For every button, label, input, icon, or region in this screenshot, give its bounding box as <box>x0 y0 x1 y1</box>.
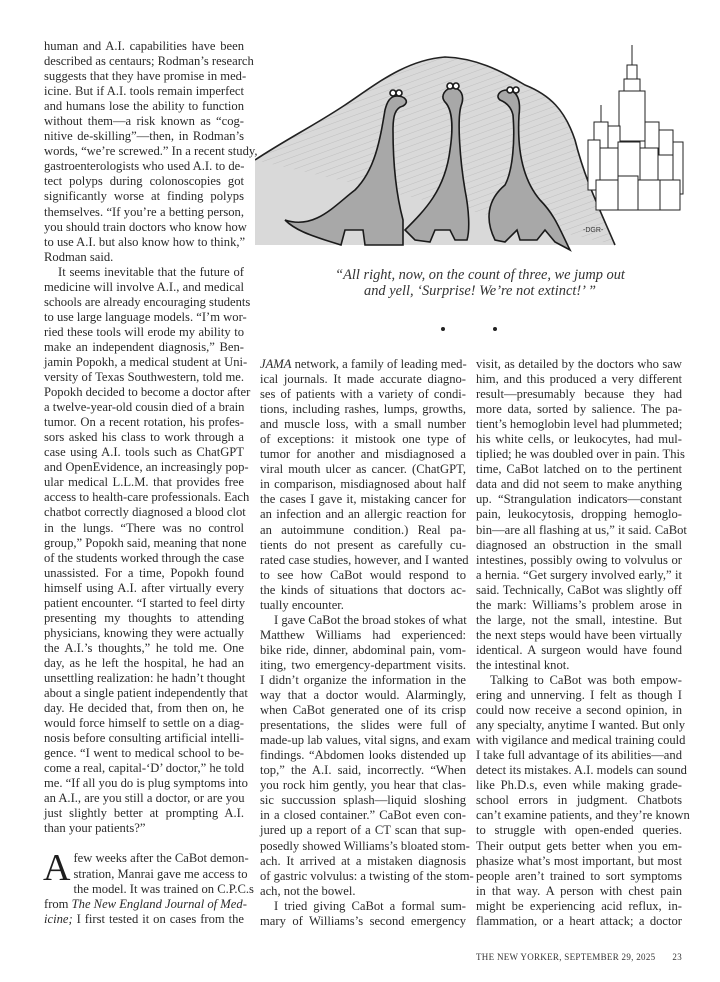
text-line: Their output gets better when you em- <box>476 838 682 853</box>
text-line: made-up lab values, vital signs, and exam <box>260 733 471 748</box>
text-line: to struggle with open-ended queries. <box>476 823 682 838</box>
text-line: just slightly better at prompting A.I. <box>44 806 244 821</box>
text-line: top,” the A.I. said, incorrectly. “When <box>260 763 466 778</box>
text-line: few weeks after the CaBot demon- <box>73 851 249 866</box>
text-line: more data, sorted by salience. The pa- <box>476 402 682 417</box>
text-line: phasize what’s most important, but most <box>476 853 682 868</box>
text-line: unassisted. For a time, Popokh found <box>44 565 244 580</box>
text-line: I didn’t organize the information in the <box>260 672 466 687</box>
section-break-dot <box>441 327 445 331</box>
text-line: like Ph.D.s, even while making grade- <box>476 778 682 793</box>
article-column-middle <box>260 357 474 929</box>
text-line: the A.I.’s thoughts,” he told me. One <box>44 640 244 655</box>
text-line: an autoimmune condition.) Real pa- <box>260 522 466 537</box>
text-line: result—presumably because they had <box>476 387 682 402</box>
text-line: the mark: Williams’s problem arose in <box>476 597 682 612</box>
text-line: case using A.I. tools such as ChatGPT <box>44 445 244 460</box>
page-footer <box>476 952 682 962</box>
text-line: jamin Popokh, a medical student at Uni- <box>44 354 248 369</box>
text-line: day, as he left the hospital, he had an <box>44 655 244 670</box>
text-line: medicine will involve A.I., and medical <box>44 279 244 294</box>
text-line: from The New England Journal of Med- <box>44 896 247 911</box>
text-line: group,” Popokh said, meaning that none <box>44 535 247 550</box>
text-line: I gave CaBot the broad stokes of what <box>274 612 467 627</box>
left-column-text <box>44 39 258 836</box>
text-line: tect polyps during colonoscopies got <box>44 174 244 189</box>
journal-title: JAMA <box>260 357 292 371</box>
text-line: visit, as detailed by the doctors who saw <box>476 357 682 371</box>
text-line: icine. But if A.I. tools remain imperfect <box>44 84 244 99</box>
text-line: access to health-care professionals. Each <box>44 490 250 505</box>
text-line: time, CaBot latched on to the pertinent <box>476 462 682 477</box>
text-line: of the students worked through the case <box>44 550 245 565</box>
text-line: bike ride, dinner, abdominal pain, vom- <box>260 642 466 657</box>
text-line: about a single patient independently that <box>44 686 248 701</box>
text-line: pain, leukocytosis, dropping hemoglo- <box>476 507 682 522</box>
text-line: way that a doctor would. Alarmingly, <box>260 688 466 703</box>
text-line: me. “If all you do is plug symptoms into <box>44 776 248 791</box>
journal-title: icine; <box>44 911 73 926</box>
text-line: tually encounter. <box>260 597 344 612</box>
text-line: words, “we’re screwed.” In a recent study, <box>44 144 258 159</box>
publication-line: THE NEW YORKER, SEPTEMBER 29, 2025 <box>476 952 656 962</box>
text-line: said. Technically, CaBot was slightly off <box>476 582 682 597</box>
right-column-text <box>476 357 690 929</box>
text-line: of gastric volvulus: a twisting of the stom- <box>260 868 474 883</box>
page-number: 23 <box>672 952 682 962</box>
dinosaur-cartoon-drawing <box>255 30 700 260</box>
text-line: tient’s hemoglobin level had plummeted; <box>476 417 683 432</box>
text-line: Rodman said. <box>44 249 114 264</box>
text-line: tiplied; he was doubled over in pain. This <box>476 447 685 462</box>
text-line: an infection and an allergic reaction for <box>260 507 466 522</box>
text-line: nitive de-skilling”—then, in Rodman’s <box>44 129 244 144</box>
text-line: chatbot correctly diagnosed a blood clot <box>44 505 246 520</box>
text-line: schools are already encouraging students <box>44 294 251 309</box>
text-line: to use A.I. but also know how to think,” <box>44 234 246 249</box>
caption-line-1: “All right, now, on the count of three, we jump out <box>335 267 625 283</box>
text-line: ach, not the bowel. <box>260 883 356 898</box>
text-line: tumor for another and misdiagnosed a <box>260 447 466 462</box>
text-line: data and did not seem to make anything <box>476 477 682 492</box>
text-line: the cases I gave it, mistaking cancer for <box>260 492 466 507</box>
text-line: bin—are all flashing at us,” it said. CaBot <box>476 522 687 537</box>
text-line: presentations, the slides were full of <box>260 718 466 733</box>
text-line: nosis before consulting artificial intelli- <box>44 731 244 746</box>
cartoon-illustration <box>255 30 700 260</box>
text-line: suggests that they have promise in med- <box>44 69 247 84</box>
text-line: presenting my thoughts to attending <box>44 610 244 625</box>
cartoon-signature: -DGR- <box>583 227 604 234</box>
text-line: themselves. “If you’re a betting person, <box>44 204 244 219</box>
article-column-right <box>476 357 690 929</box>
text-line: icine; I first tested it on cases from the <box>44 911 244 926</box>
drop-cap: A <box>43 847 71 890</box>
text-line: Popokh decided to become a doctor after <box>44 385 251 400</box>
caption-line-2: and yell, ‘Surprise! We’re not extinct!’ ” <box>364 283 596 299</box>
text-line: you rock him gently, you hear that clas- <box>260 778 466 793</box>
text-line: jured up a report of a CT scan that sup- <box>260 823 466 838</box>
text-line: might be experiencing acid reflux, in- <box>476 898 682 913</box>
text-line: and OpenEvidence, an increasingly pop- <box>44 460 249 475</box>
text-line: rated case studies, however, and I wanted <box>260 552 469 567</box>
text-line: come a real, capital-‘D’ doctor,” he told <box>44 761 244 776</box>
text-line: tumor. On a recent rotation, his profes- <box>44 415 244 430</box>
text-line: flammation, or a heart attack; a doctor <box>476 913 682 928</box>
text-line: I tried giving CaBot a formal sum- <box>274 898 466 913</box>
text-line: posedly showed Williams’s bloated stom- <box>260 838 470 853</box>
text-line: tions, including rashes, lumps, growths, <box>260 402 466 417</box>
text-line: the next steps would have been virtually <box>476 627 682 642</box>
section-break-dot <box>493 327 497 331</box>
text-line: stration, Manrai gave me access to <box>73 866 248 881</box>
text-line: iting, two emergency-department visits. <box>260 657 466 672</box>
text-line: ses of patients with a variety of condi- <box>260 387 466 402</box>
text-line: Matthew Williams had experienced: <box>260 627 466 642</box>
text-line: an A.I., are you still a doctor, or are you <box>44 791 245 806</box>
text-line: the kinds of situations that doctors ac- <box>260 582 466 597</box>
middle-column-text <box>260 357 474 929</box>
text-line: Talking to CaBot was both empow- <box>490 672 682 687</box>
text-line: described as centaurs; Rodman’s research <box>44 54 254 69</box>
text-line: the large, not the small, intestine. But <box>476 612 682 627</box>
text-line: It seems inevitable that the future of <box>58 264 244 279</box>
text-line: ering and unnerving. I felt as though I <box>476 688 682 703</box>
text-line: significantly worse at finding polyps <box>44 189 244 204</box>
text-line: JAMA network, a family of leading med- <box>260 357 467 371</box>
text-line: sic succussion splash—liquid sloshing <box>260 793 466 808</box>
text-line: in a closed container.” CaBot even con- <box>260 808 466 823</box>
text-line: tients do not present as carefully cu- <box>260 537 466 552</box>
text-line: him, and this produced a very different <box>476 372 682 387</box>
text-line: intestines, possibly owing to volvulus or <box>476 552 682 567</box>
text-line: unsettling realization: he hadn’t thought <box>44 670 246 685</box>
text-line: in comparison, misdiagnosed about half <box>260 477 466 492</box>
text-line: and humans lose the ability to function <box>44 99 244 114</box>
text-line: and muscle loss, with a small number <box>260 417 466 432</box>
text-line: than your patients?” <box>44 821 146 836</box>
text-line: of exceptions: it mistook one type of <box>260 432 466 447</box>
text-line: a hernia. “Get surgery involved early,” it <box>476 567 682 582</box>
text-line: would force himself to settle on a diag- <box>44 716 244 731</box>
text-line: ried these tools will erode my ability to <box>44 324 244 339</box>
text-line: gence. “I went to medical school to be- <box>44 746 244 761</box>
text-line: human and A.I. capabilities have been <box>44 39 244 53</box>
text-line: himself using A.I. after virtually every <box>44 580 244 595</box>
text-line: in the lungs. “There was no control <box>44 520 244 535</box>
text-line: findings. “Abdomen looks distended up <box>260 748 466 763</box>
text-line: people aren’t trained to sort symptoms <box>476 868 682 883</box>
text-line: could now receive a second opinion, in <box>476 703 682 718</box>
text-line: I take full advantage of its abilities—and <box>476 748 682 763</box>
text-line: ach. It arrived at a mistaken diagnosis <box>260 853 466 868</box>
article-column-left <box>43 39 258 927</box>
cartoon-caption <box>270 267 690 299</box>
text-line: school errors in judgment. Chatbots <box>476 793 682 808</box>
text-line: identical. A surgeon would have found <box>476 642 682 657</box>
text-line: without them—a risk known as “cog- <box>44 114 244 129</box>
text-line: ular medical L.L.M. that provides free <box>44 475 244 490</box>
text-line: versity of Texas Southwestern, told me. <box>44 370 244 385</box>
text-line: with vigilance and medical training could <box>476 733 686 748</box>
text-line: detect its mistakes. A.I. models can sound <box>476 763 687 778</box>
text-line: up. “Strangulation indicators—constant <box>476 492 682 507</box>
text-line: mary of Williams’s second emergency <box>260 913 466 928</box>
text-line: physicians, knowing they were actually <box>44 625 244 640</box>
text-line: sors asked his class to work through a <box>44 430 244 445</box>
text-line: diagnosed an obstruction in the small <box>476 537 682 552</box>
text-line: gastroenterologists who used A.I. to de- <box>44 159 245 174</box>
text-line: a twelve-year-old cousin died of a brain <box>44 400 245 415</box>
text-line: the intestinal knot. <box>476 657 570 672</box>
text-line: the model. It was trained on C.P.C.s <box>73 881 254 896</box>
text-line: day. He decided that, from then on, he <box>44 701 244 716</box>
text-line: his white cells, or leukocytes, had mul- <box>476 432 682 447</box>
text-line: can’t examine patients, and they’re known <box>476 808 690 823</box>
text-line: to use large language models. “I’m wor- <box>44 309 247 324</box>
text-line: when CaBot generated one of its crisp <box>260 703 466 718</box>
text-line: in that way. A person with chest pain <box>476 883 682 898</box>
text-line: patient encounter. “I started to feel dirty <box>44 595 246 610</box>
text-line: ical journals. It made accurate diagno- <box>260 372 466 387</box>
text-line: you should train doctors who know how <box>44 219 247 234</box>
text-line: viral mouth ulcer as cancer. (ChatGPT, <box>260 462 466 477</box>
text-line: make an independent diagnosis,” Ben- <box>44 339 244 354</box>
journal-title: The New England Journal of Med- <box>71 896 247 911</box>
text-line: to see how CaBot would respond to <box>260 567 466 582</box>
city-skyline-icon <box>588 45 683 210</box>
text-line: any specialty, anytime I wanted. But only <box>476 718 686 733</box>
